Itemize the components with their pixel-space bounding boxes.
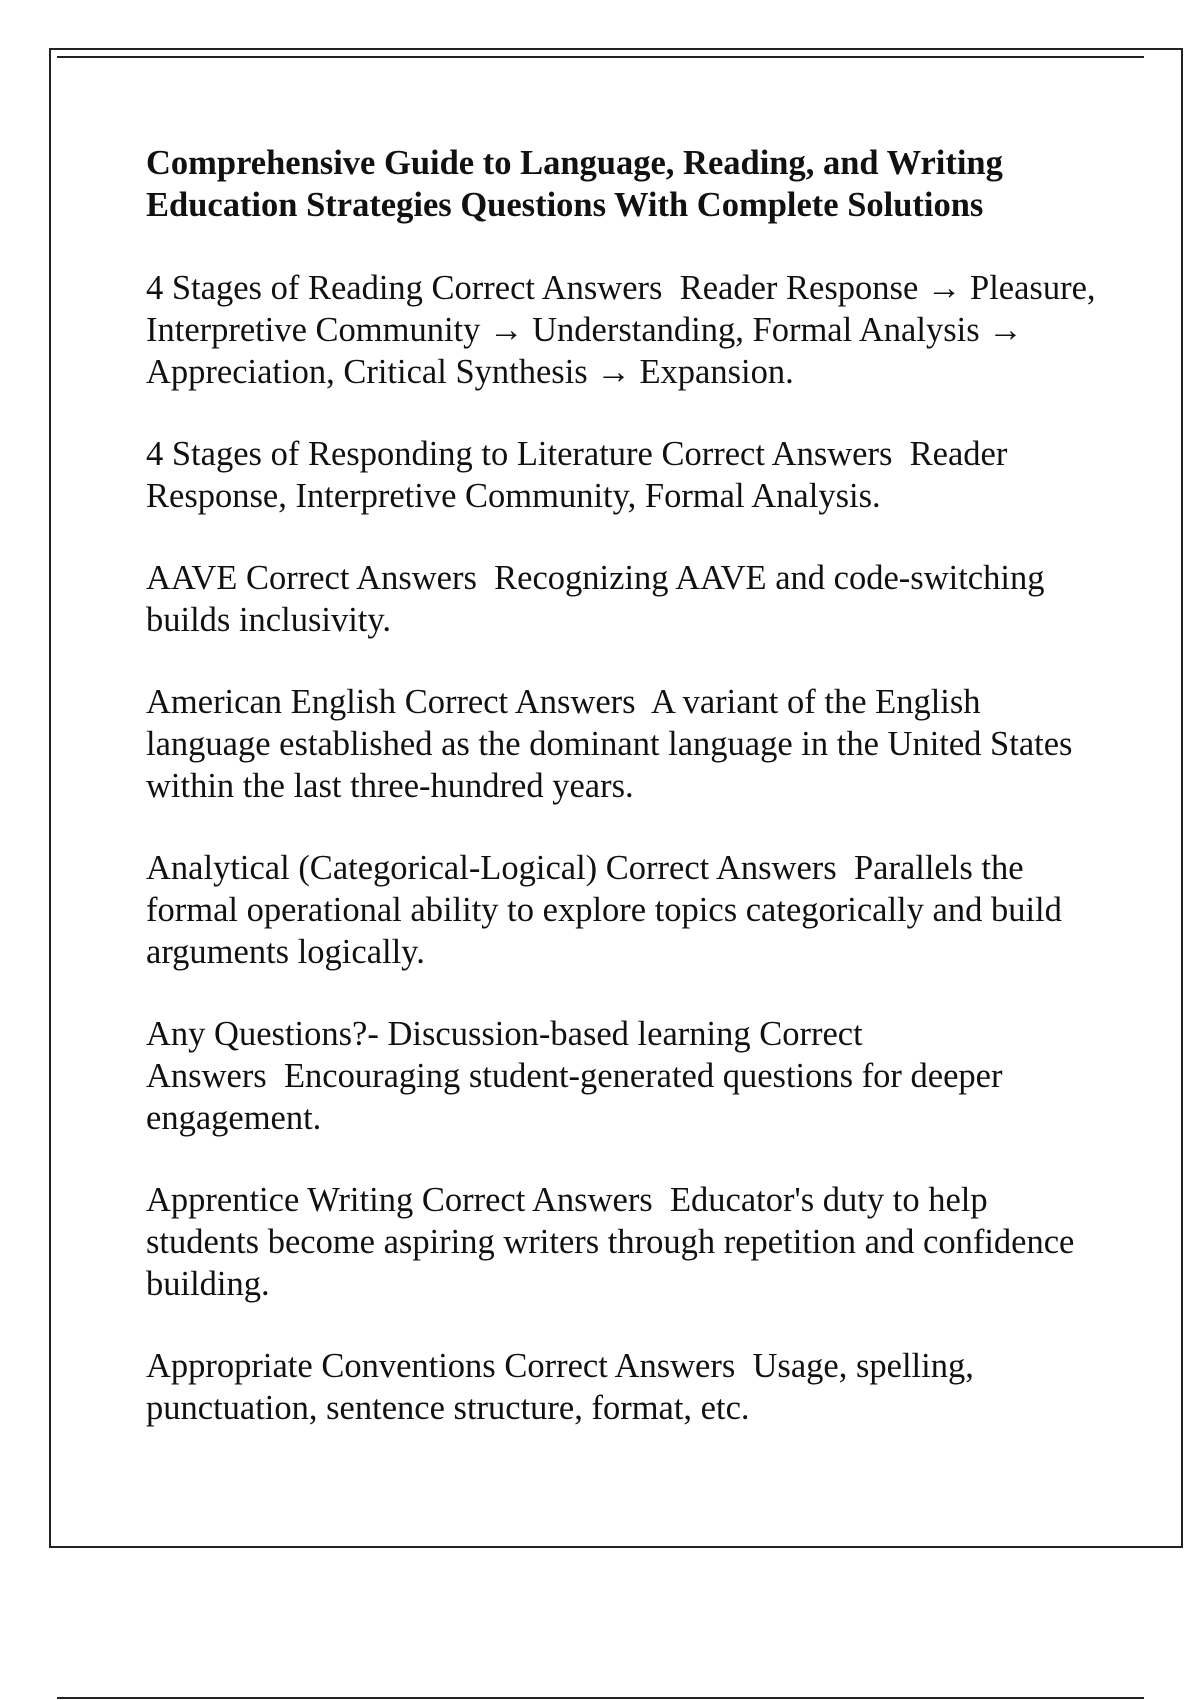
qa-entry (146, 847, 1096, 973)
entry-term: 4 Stages of Responding to Literature (146, 435, 653, 473)
qa-entry (146, 681, 1096, 807)
qa-entry (146, 433, 1096, 517)
entry-answer: Parallels the formal operational ability to explore topics categorically and build arguments logically. (146, 849, 1071, 971)
entry-label: Correct Answers (504, 1347, 736, 1385)
entry-answer: Encouraging student-generated questions for deeper engagement. (146, 1057, 1012, 1137)
qa-entry (146, 557, 1096, 641)
entry-label: Correct Answers (404, 683, 636, 721)
entry-term: Analytical (Categorical-Logical) (146, 849, 598, 887)
entry-label: Correct Answers (421, 1181, 653, 1219)
entry-answer: Educator's duty to help students become aspiring writers through repetition and confidence building. (146, 1181, 1083, 1303)
entry-label: Correct Answers (431, 269, 663, 307)
entry-term: AAVE (146, 559, 238, 597)
document-title: Comprehensive Guide to Language, Reading, and Writing Education Strategies Questions With Complete Solutions (146, 144, 1003, 224)
entry-term: Apprentice Writing (146, 1181, 414, 1219)
qa-entry (146, 1179, 1096, 1305)
entry-term: 4 Stages of Reading (146, 269, 423, 307)
footer-rule (57, 1697, 1144, 1699)
qa-entry (146, 267, 1105, 393)
document-body (146, 142, 1105, 1469)
qa-entry (146, 1013, 1096, 1139)
entry-answer: Recognizing AAVE and code-switching builds inclusivity. (146, 559, 1054, 639)
qa-entry (146, 1345, 1096, 1429)
entry-label: Correct Answers (146, 1015, 870, 1095)
entry-term: American English (146, 683, 397, 721)
entry-label: Correct Answers (661, 435, 893, 473)
entry-label: Correct Answers (605, 849, 837, 887)
entry-answer: Reader Response → Pleasure, Interpretive Community → Understanding, Formal Analysis → Appreciation, Critical Synthesis → Expansion. (146, 269, 1105, 391)
entry-term: Appropriate Conventions (146, 1347, 496, 1385)
entry-answer: Reader Response, Interpretive Community, Formal Analysis. (146, 435, 1016, 515)
entry-term: Any Questions?- Discussion-based learning (146, 1015, 751, 1053)
entry-label: Correct Answers (246, 559, 477, 597)
entry-answer: Usage, spelling, punctuation, sentence structure, format, etc. (146, 1347, 983, 1427)
entry-answer: A variant of the English language established as the dominant language in the United States within the last three-hundred years. (146, 683, 1082, 805)
header-rule (57, 56, 1144, 58)
